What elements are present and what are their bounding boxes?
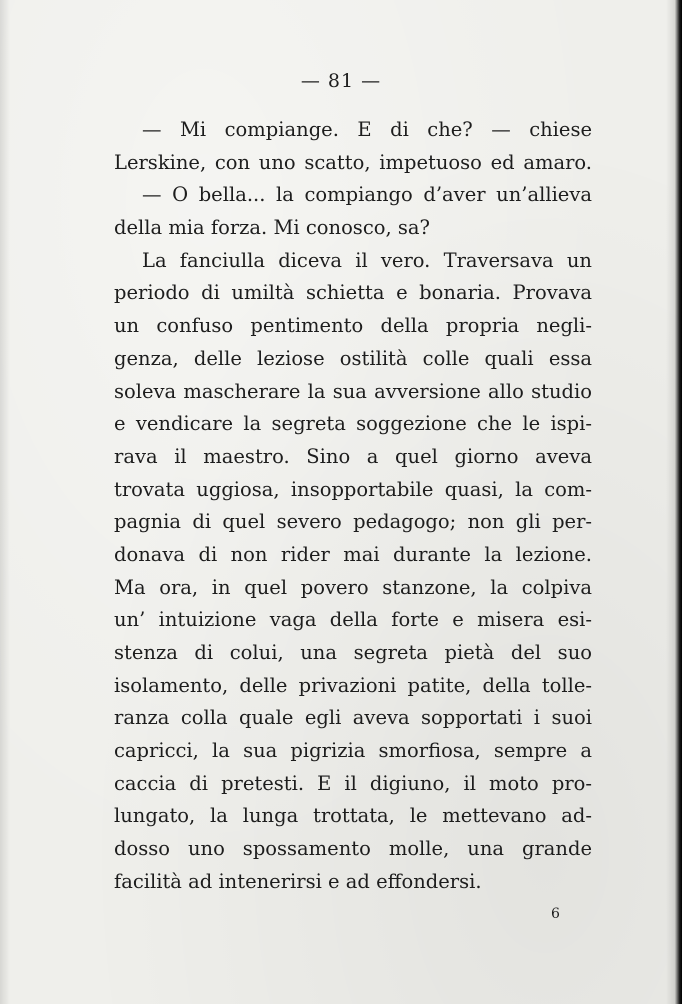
text-line: genza, delle leziose ostilità colle quali essa xyxy=(114,346,592,370)
text-line: un’ intuizione vaga della forte e misera esi- xyxy=(114,608,592,632)
text-line: Ma ora, in quel povero stanzone, la colpiva xyxy=(114,575,592,599)
text-line: caccia di pretesti. E il digiuno, il moto pro- xyxy=(114,771,592,795)
text-line: periodo di umiltà schietta e bonaria. Provava xyxy=(114,281,592,305)
signature-mark: 6 xyxy=(551,906,560,922)
text-line: trovata uggiosa, insopportabile quasi, la com- xyxy=(114,477,592,501)
page-number: — 81 — xyxy=(300,70,382,92)
page-right-edge xyxy=(666,0,682,1004)
text-line: ranza colla quale egli aveva sopportati i suoi xyxy=(114,706,592,730)
body-text xyxy=(114,114,592,899)
text-line: capricci, la sua pigrizia smorfiosa, sempre a xyxy=(114,739,592,763)
text-line: dosso uno spossamento molle, una grande xyxy=(114,837,592,861)
text-line: soleva mascherare la sua avversione allo studio xyxy=(114,379,592,403)
text-line: facilità ad intenerirsi e ad effondersi. xyxy=(114,869,482,893)
text-line: e vendicare la segreta soggezione che le ispi- xyxy=(114,412,592,436)
text-line: un confuso pentimento della propria negli- xyxy=(114,314,592,338)
text-line: rava il maestro. Sino a quel giorno aveva xyxy=(114,444,592,468)
text-line: — Mi compiange. E di che? — chiese xyxy=(142,118,592,141)
text-line: donava di non rider mai durante la lezione. xyxy=(114,542,592,566)
text-line: — O bella... la compiango d’aver un’allieva xyxy=(142,183,592,207)
text-line: stenza di colui, una segreta pietà del suo xyxy=(114,641,592,664)
text-line: lungato, la lunga trottata, le mettevano ad- xyxy=(114,804,592,828)
text-line: Lerskine, con uno scatto, impetuoso ed amaro. xyxy=(114,150,592,174)
text-line: isolamento, delle privazioni patite, della tolle- xyxy=(114,673,592,697)
text-line: della mia forza. Mi conosco, sa? xyxy=(114,216,430,240)
text-line: pagnia di quel severo pedagogo; non gli per- xyxy=(114,510,592,534)
page-left-shadow xyxy=(0,0,10,1004)
text-line: La fanciulla diceva il vero. Traversava un xyxy=(142,248,592,272)
